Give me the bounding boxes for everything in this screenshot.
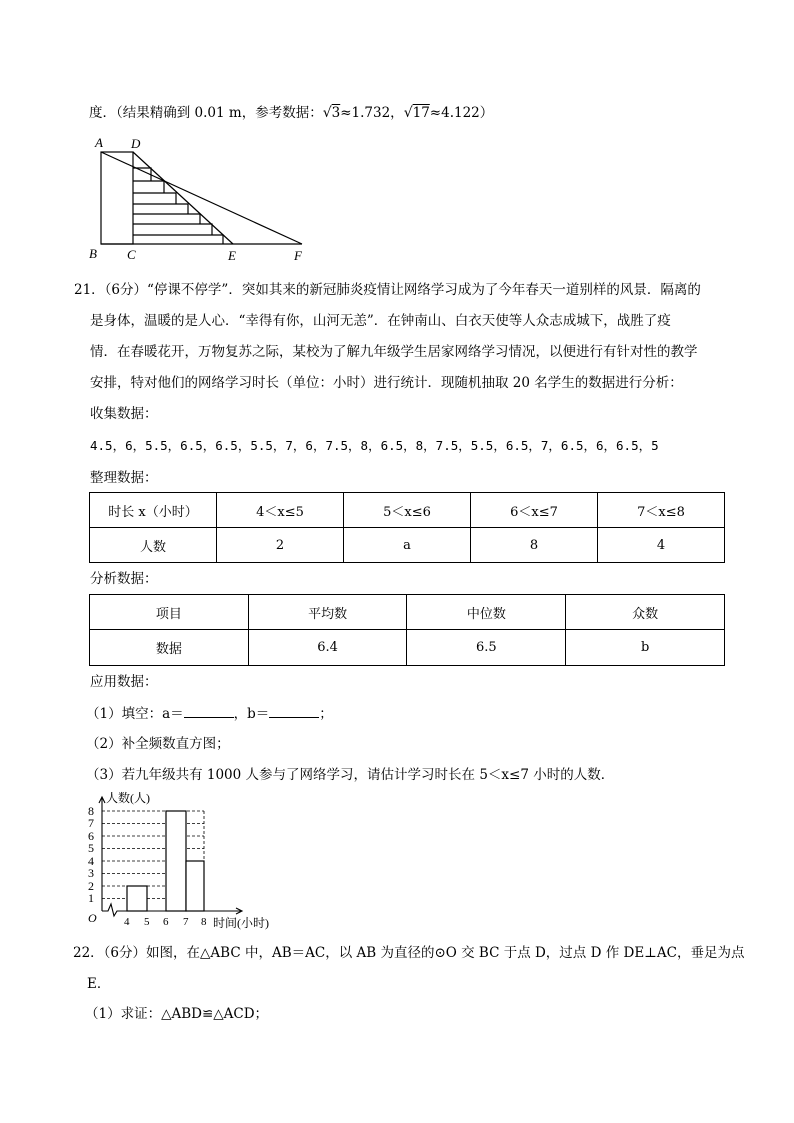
sqrt-symbol: √ <box>322 105 332 121</box>
label-B: B <box>89 246 97 261</box>
y-tick-3: 3 <box>88 866 94 880</box>
y-tick-7: 7 <box>88 816 94 830</box>
answer-blank-b[interactable] <box>269 704 319 718</box>
sub1-prefix: （1）填空：a＝ <box>86 706 184 722</box>
table-cell: 8 <box>470 528 597 563</box>
collect-data-label: 收集数据： <box>90 406 158 422</box>
statistics-table <box>89 594 725 666</box>
q22-line-1: 22．（6分）如图，在△ABC 中，AB＝AC，以 AB 为直径的⊙O 交 BC 于点 D，过点 D 作 DE⊥AC，垂足为点 <box>73 945 745 961</box>
x-axis-label: 时间(小时) <box>213 916 269 930</box>
y-tick-2: 2 <box>88 879 94 893</box>
bar-4-5 <box>127 886 147 911</box>
table-cell: 众数 <box>566 595 725 630</box>
sqrt-radicand-3: 3 <box>331 105 341 121</box>
y-tick-4: 4 <box>88 854 94 868</box>
table-cell: 人数 <box>90 528 217 563</box>
table-cell: 5＜x≤6 <box>343 493 470 528</box>
table-cell: 6.5 <box>407 630 566 666</box>
table-cell: 7＜x≤8 <box>597 493 724 528</box>
y-tick-6: 6 <box>88 829 94 843</box>
sub-question-1 <box>86 704 333 723</box>
collected-data-values: 4.5，6，5.5，6.5，6.5，5.5，7，6，7.5，8，6.5，8，7.5，5.5，6.5，7，6.5，6，6.5，5 <box>90 438 659 453</box>
sqrt-symbol: √ <box>403 105 413 121</box>
q22-line-2: E． <box>87 976 111 992</box>
statistics-table-header-row <box>90 595 725 630</box>
x-tick-7: 7 <box>183 916 189 928</box>
frequency-table-count-row <box>90 528 725 563</box>
sub1-mid: ，b＝ <box>233 706 270 722</box>
table-cell: 时长 x（小时） <box>90 493 217 528</box>
q21-line-3: 情．在春暖花开，万物复苏之际，某校为了解九年级学生居家网络学习情况，以便进行有针对性的教学 <box>90 344 698 360</box>
frequency-table-header-row <box>90 493 725 528</box>
label-A: A <box>95 135 103 150</box>
analyze-data-label: 分析数据： <box>90 571 158 587</box>
frequency-histogram <box>0 780 300 935</box>
answer-blank-a[interactable] <box>184 704 234 718</box>
q21-line-2: 是身体，温暖的是人心．“幸得有你，山河无恙”．在钟南山、白衣天使等人众志成城下，战胜了疫 <box>90 313 671 329</box>
q21-line-1: 21．（6分）“停课不停学”．突如其来的新冠肺炎疫情让网络学习成为了今年春天一道别样的风景．隔离的 <box>74 282 701 298</box>
sqrt3-value: ≈1.732， <box>340 105 404 121</box>
statistics-table-data-row <box>90 630 725 666</box>
apply-data-label: 应用数据： <box>90 674 158 690</box>
label-C: C <box>127 247 136 262</box>
sub-question-2: （2）补全频数直方图； <box>86 736 230 752</box>
table-cell: 2 <box>216 528 343 563</box>
x-tick-4: 4 <box>124 916 130 928</box>
table-cell: 数据 <box>90 630 249 666</box>
table-cell: a <box>343 528 470 563</box>
frequency-table <box>89 492 725 563</box>
bar-6-7 <box>166 811 186 911</box>
x-tick-8: 8 <box>201 916 207 928</box>
sqrt-radicand-17: 17 <box>412 105 430 121</box>
label-D: D <box>131 136 141 151</box>
q20-text: 度．（结果精确到 0.01 m，参考数据： <box>89 105 323 121</box>
table-cell: 4 <box>597 528 724 563</box>
table-cell: 中位数 <box>407 595 566 630</box>
x-tick-6: 6 <box>163 916 169 928</box>
table-cell: b <box>566 630 725 666</box>
sub-question-3: （3）若九年级共有 1000 人参与了网络学习，请估计学习时长在 5＜x≤7 小时的人数． <box>86 767 615 783</box>
origin-label: O <box>88 911 97 925</box>
label-E: E <box>228 248 236 263</box>
q22-sub-question-1: （1）求证：△ABD≌△ACD； <box>85 1006 269 1022</box>
y-tick-1: 1 <box>88 891 94 905</box>
x-tick-5: 5 <box>144 916 150 928</box>
y-axis-label: 人数(人) <box>106 791 150 805</box>
table-cell: 6.4 <box>248 630 407 666</box>
y-tick-5: 5 <box>88 841 94 855</box>
label-F: F <box>294 248 302 263</box>
table-cell: 项目 <box>90 595 249 630</box>
organize-data-label: 整理数据： <box>90 470 158 486</box>
stairs-geometry-figure <box>0 0 794 270</box>
bar-7-8 <box>186 861 204 911</box>
sqrt17-value: ≈4.122） <box>429 105 494 121</box>
y-tick-8: 8 <box>88 804 94 818</box>
table-cell: 6＜x≤7 <box>470 493 597 528</box>
sub1-suffix: ； <box>319 706 333 722</box>
table-cell: 4＜x≤5 <box>216 493 343 528</box>
table-cell: 平均数 <box>248 595 407 630</box>
q21-line-4: 安排，特对他们的网络学习时长（单位：小时）进行统计．现随机抽取 20 名学生的数据进行分析： <box>90 375 683 391</box>
